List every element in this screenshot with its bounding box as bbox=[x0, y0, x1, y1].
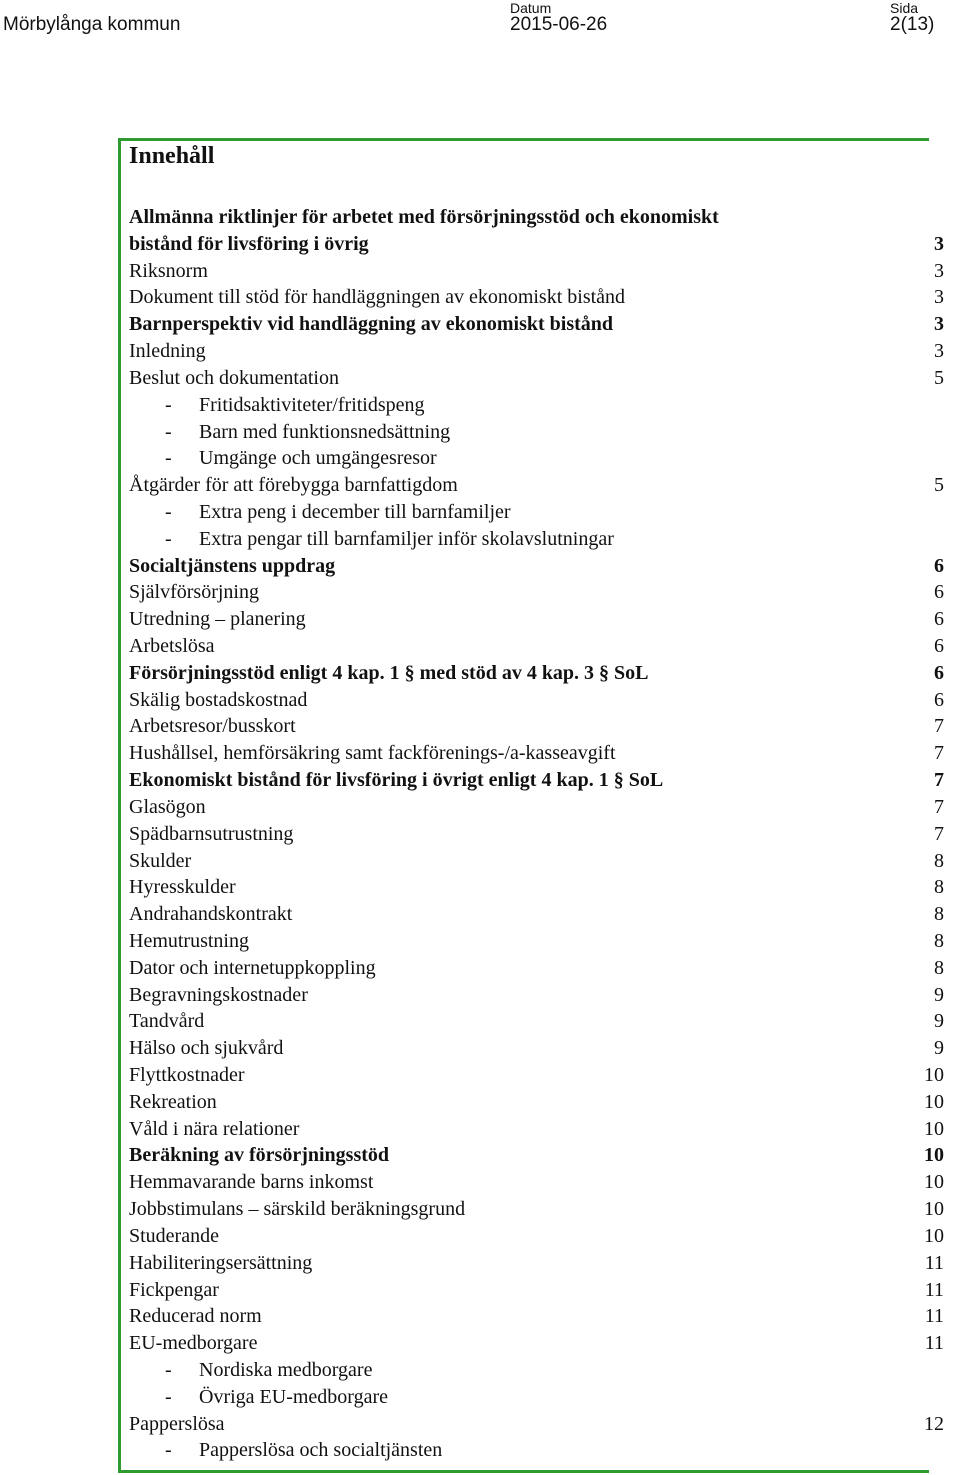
toc-entry-label: Allmänna riktlinjer för arbetet med försörjningsstöd och ekonomiskt bbox=[129, 206, 719, 228]
toc-entry-label: Beräkning av försörjningsstöd bbox=[129, 1144, 390, 1167]
toc-entry-label: Studerande bbox=[129, 1224, 219, 1247]
toc-entry-page: 10 bbox=[924, 1198, 944, 1221]
toc-entry-label: Hälso och sjukvård bbox=[129, 1037, 284, 1060]
toc-entry-label: Hyresskulder bbox=[129, 876, 236, 899]
toc-entry-page: 9 bbox=[934, 1037, 944, 1060]
toc-entry-label: Begravningskostnader bbox=[129, 983, 308, 1006]
toc-entry[interactable] bbox=[129, 472, 944, 499]
date-label: Datum bbox=[510, 0, 552, 16]
toc-entry-page: 10 bbox=[924, 1171, 944, 1194]
toc-entry[interactable] bbox=[129, 633, 944, 660]
toc-entry-page: 8 bbox=[934, 849, 944, 872]
toc-entry-page: 6 bbox=[934, 661, 944, 684]
toc-entry[interactable] bbox=[129, 928, 944, 955]
toc-entry[interactable] bbox=[129, 1250, 944, 1277]
toc-entry-label: Riksnorm bbox=[129, 259, 208, 282]
toc-entry-label: Åtgärder för att förebygga barnfattigdom bbox=[129, 474, 458, 497]
toc-entry[interactable] bbox=[129, 794, 944, 821]
toc-entry-page: 8 bbox=[934, 956, 944, 979]
toc-entry-label: Andrahandskontrakt bbox=[129, 903, 293, 926]
toc-entry-label: Arbetslösa bbox=[129, 635, 215, 657]
toc-entry[interactable] bbox=[129, 1089, 944, 1116]
toc-entry-page: 8 bbox=[934, 876, 944, 899]
toc-entry[interactable] bbox=[129, 1277, 944, 1304]
toc-entry[interactable] bbox=[129, 901, 944, 928]
toc-entry-page: 8 bbox=[934, 903, 944, 926]
toc-title: Innehåll bbox=[129, 143, 215, 169]
toc-entry-label: bistånd för livsföring i övrig bbox=[129, 232, 369, 255]
toc-entry-page: 11 bbox=[924, 1278, 944, 1301]
toc-entry-label: Glasögon bbox=[129, 795, 206, 818]
toc-entry-label: Skälig bostadskostnad bbox=[129, 688, 308, 711]
toc-entry-label: Självförsörjning bbox=[129, 581, 259, 604]
toc-entry[interactable] bbox=[129, 660, 944, 687]
toc-entry[interactable] bbox=[129, 1035, 944, 1062]
toc-entry-label: Papperslösa bbox=[129, 1412, 225, 1435]
toc-entry-label: Arbetsresor/busskort bbox=[129, 715, 296, 738]
toc-entry-page: 7 bbox=[934, 715, 944, 738]
toc-entry[interactable] bbox=[129, 848, 944, 875]
toc-entry[interactable] bbox=[129, 821, 944, 848]
toc-entry-label: - Nordiska medborgare bbox=[129, 1359, 372, 1381]
toc-entry-page: 3 bbox=[934, 232, 944, 255]
toc-subentry[interactable] bbox=[129, 1437, 944, 1464]
toc-entry-label: - Barn med funktionsnedsättning bbox=[129, 421, 450, 443]
toc-list bbox=[129, 204, 944, 1464]
toc-subentry[interactable] bbox=[129, 526, 944, 553]
toc-entry-page: 9 bbox=[934, 983, 944, 1006]
toc-entry-page: 11 bbox=[924, 1251, 944, 1274]
toc-entry-label: Försörjningsstöd enligt 4 kap. 1 § med stöd av 4 kap. 3 § SoL bbox=[129, 661, 649, 684]
toc-entry[interactable] bbox=[129, 767, 944, 794]
toc-entry-page: 10 bbox=[924, 1090, 944, 1113]
toc-entry-label: Beslut och dokumentation bbox=[129, 366, 339, 389]
toc-entry-label: Dator och internetuppkoppling bbox=[129, 956, 376, 979]
toc-entry[interactable] bbox=[129, 338, 944, 365]
toc-entry[interactable] bbox=[129, 982, 944, 1009]
toc-entry-page: 10 bbox=[924, 1117, 944, 1140]
toc-entry-label: Jobbstimulans – särskild beräkningsgrund bbox=[129, 1198, 466, 1221]
toc-entry-label: Inledning bbox=[129, 340, 206, 363]
toc-entry[interactable] bbox=[129, 1008, 944, 1035]
toc-entry[interactable] bbox=[129, 311, 944, 338]
toc-entry-page: 12 bbox=[924, 1412, 944, 1435]
toc-entry-page: 7 bbox=[934, 769, 944, 792]
toc-entry-page: 6 bbox=[934, 608, 944, 631]
toc-entry-page: 7 bbox=[934, 822, 944, 845]
toc-entry-page: 11 bbox=[924, 1332, 944, 1355]
toc-entry[interactable] bbox=[129, 1411, 944, 1438]
toc-entry-label: Dokument till stöd för handläggningen av ekonomiskt bistånd bbox=[129, 286, 626, 309]
toc-entry-page: 10 bbox=[924, 1144, 944, 1167]
toc-entry[interactable] bbox=[129, 874, 944, 901]
toc-entry-page: 5 bbox=[934, 474, 944, 497]
toc-entry-page: 8 bbox=[934, 929, 944, 952]
toc-entry-page: 3 bbox=[934, 340, 944, 363]
toc-entry-label: Barnperspektiv vid handläggning av ekonomiskt bistånd bbox=[129, 313, 614, 336]
toc-entry-label: Utredning – planering bbox=[129, 608, 306, 631]
toc-entry[interactable] bbox=[129, 1196, 944, 1223]
toc-entry[interactable] bbox=[129, 231, 944, 258]
toc-entry[interactable] bbox=[129, 713, 944, 740]
toc-entry-page: 7 bbox=[934, 795, 944, 818]
toc-entry-page: 3 bbox=[934, 259, 944, 282]
toc-entry-label: - Papperslösa och socialtjänsten bbox=[129, 1439, 442, 1461]
toc-entry[interactable] bbox=[129, 1223, 944, 1250]
toc-entry-page: 3 bbox=[934, 286, 944, 309]
toc-entry[interactable] bbox=[129, 204, 944, 231]
toc-entry-label: - Övriga EU-medborgare bbox=[129, 1386, 388, 1408]
toc-subentry[interactable] bbox=[129, 392, 944, 419]
toc-entry[interactable] bbox=[129, 740, 944, 767]
toc-entry-page: 10 bbox=[924, 1064, 944, 1086]
organization-name: Mörbylånga kommun bbox=[3, 14, 181, 35]
toc-entry-label: Fickpengar bbox=[129, 1278, 219, 1301]
toc-subentry[interactable] bbox=[129, 499, 944, 526]
toc-entry[interactable] bbox=[129, 1330, 944, 1357]
toc-entry-label: Spädbarnsutrustning bbox=[129, 822, 294, 845]
toc-entry-label: - Umgänge och umgängesresor bbox=[129, 447, 437, 469]
toc-entry[interactable] bbox=[129, 258, 944, 285]
toc-entry-label: - Extra pengar till barnfamiljer inför skolavslutningar bbox=[129, 528, 614, 550]
toc-entry[interactable] bbox=[129, 553, 944, 580]
toc-entry[interactable] bbox=[129, 1142, 944, 1169]
toc-entry-label: Socialtjänstens uppdrag bbox=[129, 554, 336, 577]
toc-entry[interactable] bbox=[129, 687, 944, 714]
toc-subentry[interactable] bbox=[129, 445, 944, 472]
page-label: Sida bbox=[890, 0, 919, 16]
toc-entry[interactable] bbox=[129, 1116, 944, 1143]
toc-entry-label: Habiliteringsersättning bbox=[129, 1251, 313, 1274]
toc-entry-page: 6 bbox=[934, 635, 944, 657]
toc-entry[interactable] bbox=[129, 1062, 944, 1089]
toc-entry-page: 5 bbox=[934, 366, 944, 389]
toc-entry[interactable] bbox=[129, 606, 944, 633]
toc-entry-label: Hushållsel, hemförsäkring samt fackförenings-/a-kasseavgift bbox=[129, 742, 616, 765]
toc-entry[interactable] bbox=[129, 365, 944, 392]
toc-entry-page: 6 bbox=[934, 554, 944, 577]
toc-entry-label: Våld i nära relationer bbox=[129, 1117, 300, 1140]
toc-subentry[interactable] bbox=[129, 1384, 944, 1411]
toc-entry[interactable] bbox=[129, 955, 944, 982]
toc-entry-label: - Fritidsaktiviteter/fritidspeng bbox=[129, 394, 425, 416]
toc-entry[interactable] bbox=[129, 1303, 944, 1330]
toc-entry-label: Skulder bbox=[129, 849, 192, 872]
toc-entry-page: 11 bbox=[924, 1305, 944, 1328]
toc-entry[interactable] bbox=[129, 579, 944, 606]
toc-subentry[interactable] bbox=[129, 1357, 944, 1384]
toc-entry-label: Tandvård bbox=[129, 1010, 205, 1033]
toc-entry-label: Rekreation bbox=[129, 1090, 217, 1113]
toc-entry-page: 6 bbox=[934, 688, 944, 711]
toc-entry-label: EU-medborgare bbox=[129, 1332, 258, 1355]
toc-entry-page: 6 bbox=[934, 581, 944, 604]
toc-entry-label: Ekonomiskt bistånd för livsföring i övrigt enligt 4 kap. 1 § SoL bbox=[129, 769, 664, 792]
toc-entry-label: Hemmavarande barns inkomst bbox=[129, 1171, 374, 1194]
toc-entry-page: 10 bbox=[924, 1224, 944, 1247]
toc-entry[interactable] bbox=[129, 284, 944, 311]
toc-entry-page: 3 bbox=[934, 313, 944, 336]
toc-entry-page: 9 bbox=[934, 1010, 944, 1033]
toc-subentry[interactable] bbox=[129, 419, 944, 446]
date-value: 2015-06-26 bbox=[510, 14, 608, 35]
toc-entry-label: Hemutrustning bbox=[129, 929, 249, 952]
toc-entry-label: Reducerad norm bbox=[129, 1305, 262, 1328]
page-number: 2(13) bbox=[890, 14, 935, 35]
toc-entry-label: Flyttkostnader bbox=[129, 1064, 245, 1086]
toc-entry-label: - Extra peng i december till barnfamiljer bbox=[129, 501, 511, 523]
toc-entry-page: 7 bbox=[934, 742, 944, 765]
toc-entry[interactable] bbox=[129, 1169, 944, 1196]
